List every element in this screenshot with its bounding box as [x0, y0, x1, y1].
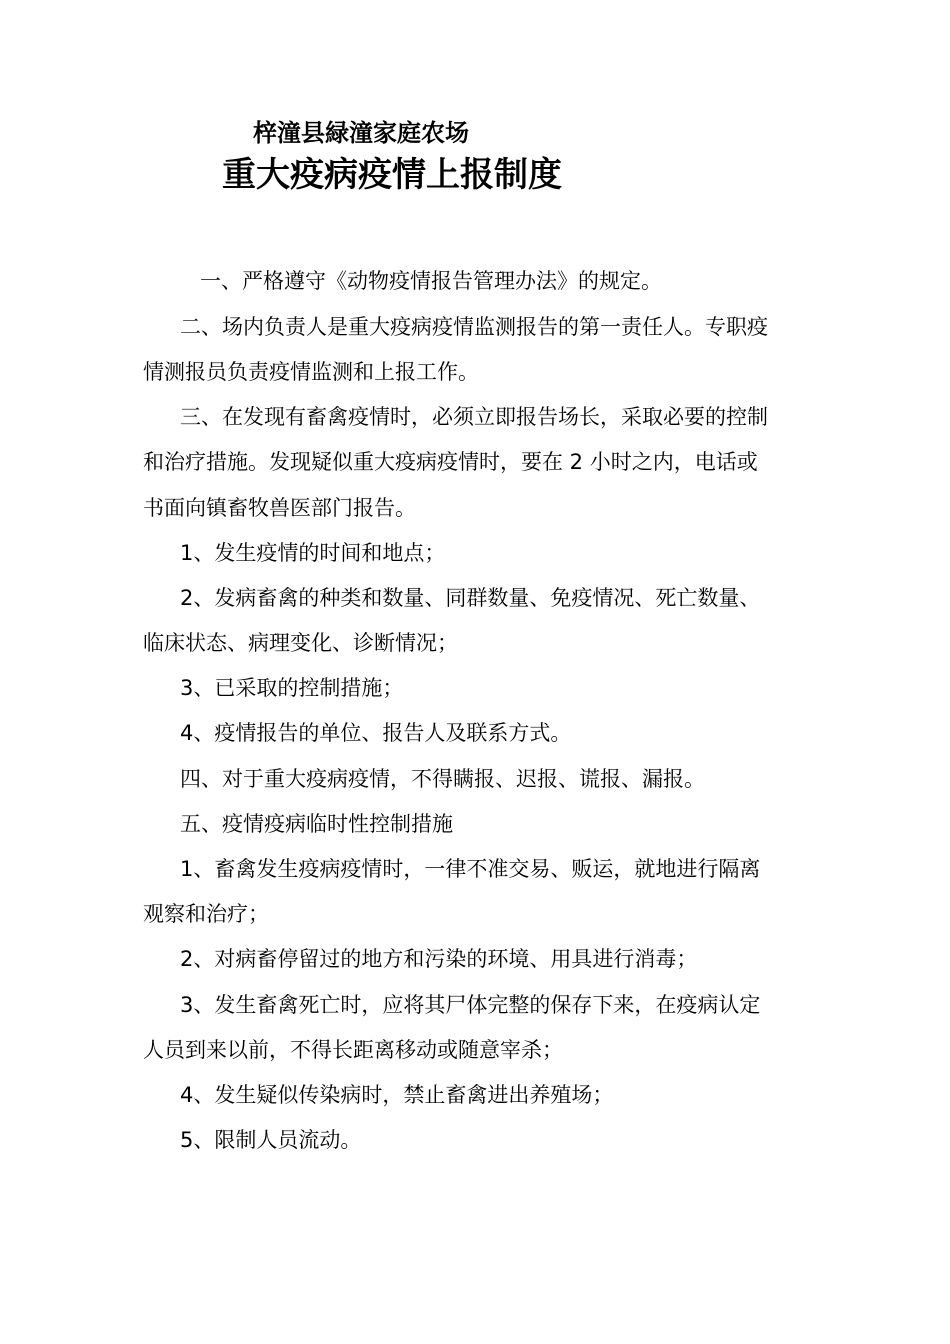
rule-5-item-3-line-1: 3、发生畜禽死亡时，应将其尸体完整的保存下来，在疫病认定	[180, 993, 761, 1017]
rule-1-line: 一、严格遵守《动物疫情报告管理办法》的规定。	[200, 269, 662, 293]
rule-4-line: 四、对于重大疫病疫情，不得瞒报、迟报、谎报、漏报。	[180, 767, 705, 791]
document-subtitle: 梓潼县緑潼家庭农场	[253, 119, 469, 147]
rule-2-line-2: 情测报员负责疫情监测和上报工作。	[143, 360, 479, 384]
rule-5-item-1-line-1: 1、畜禽发生疫病疫情时，一律不准交易、贩运，就地进行隔离	[180, 857, 761, 881]
rule-5-heading: 五、疫情疫病临时性控制措施	[180, 812, 453, 836]
rule-3-line-3: 书面向镇畜牧兽医部门报告。	[143, 496, 416, 520]
rule-3-item-4: 4、疫情报告的单位、报告人及联系方式。	[180, 721, 572, 745]
rule-3-item-2-line-1: 2、发病畜禽的种类和数量、同群数量、免疫情况、死亡数量、	[180, 586, 761, 610]
rule-2-line-1: 二、场内负责人是重大疫病疫情监测报告的第一责任人。专职疫	[180, 315, 768, 339]
document-title: 重大疫病疫情上报制度	[222, 155, 562, 195]
rule-3-line-1: 三、在发现有畜禽疫情时，必须立即报告场长，采取必要的控制	[180, 405, 768, 429]
rule-3-line-2: 和治疗措施。发现疑似重大疫病疫情时，要在 2 小时之内，电话或	[143, 450, 758, 474]
rule-5-item-5: 5、限制人员流动。	[180, 1128, 362, 1152]
rule-5-item-3-line-2: 人员到来以前，不得长距离移动或随意宰杀；	[143, 1038, 563, 1062]
rule-3-item-3: 3、已采取的控制措施；	[180, 676, 404, 700]
rule-5-item-1-line-2: 观察和治疗；	[143, 902, 269, 926]
rule-5-item-4: 4、发生疑似传染病时，禁止畜禽进出养殖场；	[180, 1083, 614, 1107]
rule-3-item-1: 1、发生疫情的时间和地点；	[180, 541, 446, 565]
rule-3-item-2-line-2: 临床状态、病理变化、诊断情况；	[143, 631, 458, 655]
rule-5-item-2: 2、对病畜停留过的地方和污染的环境、用具进行消毒；	[180, 947, 698, 971]
